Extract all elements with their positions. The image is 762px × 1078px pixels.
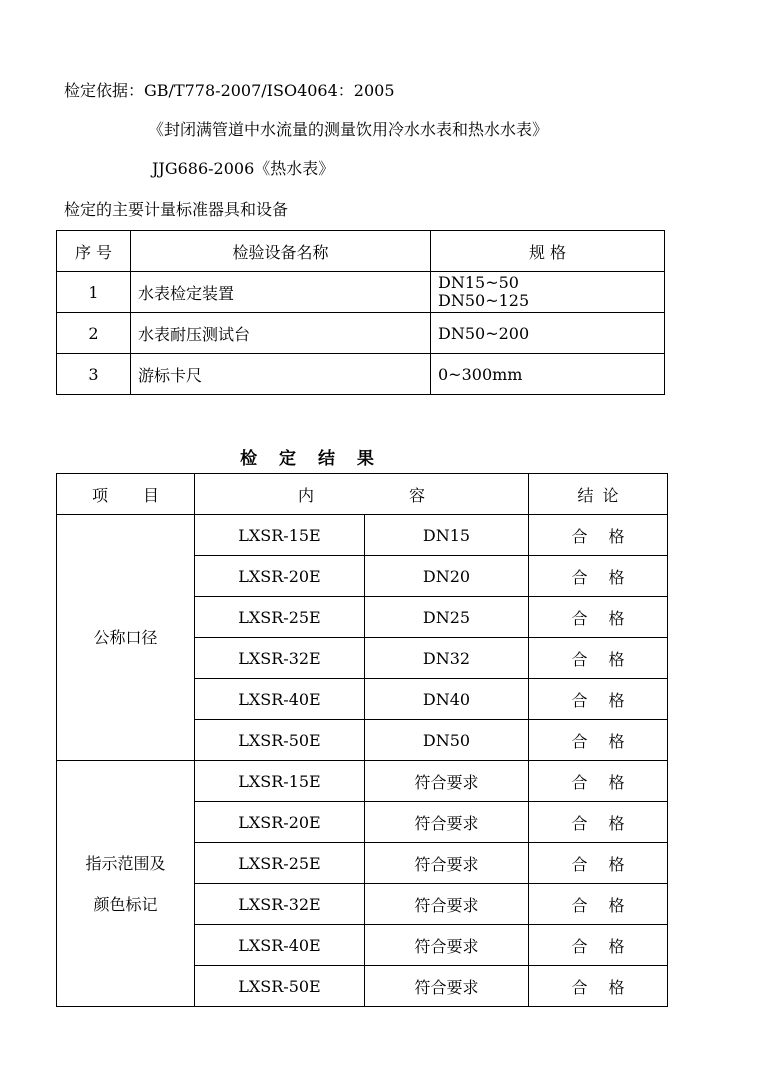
model-cell: LXSR-50E — [195, 720, 365, 761]
result-cell: 合 格 — [529, 966, 668, 1007]
basis-label: 检定依据： — [64, 81, 145, 100]
table-row — [57, 761, 668, 802]
result-cell: 合 格 — [529, 720, 668, 761]
header-spec: 规 格 — [431, 231, 665, 272]
row-name: 水表检定装置 — [131, 272, 431, 313]
content-cell: 符合要求 — [365, 884, 529, 925]
header-name: 检验设备名称 — [131, 231, 431, 272]
table-row — [57, 313, 665, 354]
content-cell: DN32 — [365, 638, 529, 679]
row-spec: 0~300mm — [431, 354, 665, 395]
header-content: 内 容 — [195, 474, 529, 515]
result-cell: 合 格 — [529, 597, 668, 638]
result-cell: 合 格 — [529, 843, 668, 884]
table-row — [57, 515, 668, 556]
model-cell: LXSR-50E — [195, 966, 365, 1007]
result-cell: 合 格 — [529, 638, 668, 679]
results-header-row — [57, 474, 668, 515]
model-cell: LXSR-20E — [195, 802, 365, 843]
content-cell: 符合要求 — [365, 761, 529, 802]
content-cell: DN40 — [365, 679, 529, 720]
result-cell: 合 格 — [529, 515, 668, 556]
content-cell: 符合要求 — [365, 843, 529, 884]
model-cell: LXSR-40E — [195, 679, 365, 720]
model-cell: LXSR-20E — [195, 556, 365, 597]
group-item-line-1: 指示范围及 — [85, 853, 166, 873]
standard-2: JJG686-2006《热水表》 — [152, 159, 335, 178]
standard-1: GB/T778-2007/ISO4064：2005 — [144, 81, 395, 100]
model-cell: LXSR-15E — [195, 761, 365, 802]
model-cell: LXSR-40E — [195, 925, 365, 966]
row-name: 游标卡尺 — [131, 354, 431, 395]
result-cell: 合 格 — [529, 925, 668, 966]
model-cell: LXSR-32E — [195, 884, 365, 925]
standard-1-title: 《封闭满管道中水流量的测量饮用冷水水表和热水水表》 — [148, 120, 549, 139]
row-no: 3 — [57, 354, 131, 395]
row-name: 水表耐压测试台 — [131, 313, 431, 354]
group-item-line-1: 公称口径 — [93, 628, 158, 647]
result-cell: 合 格 — [529, 761, 668, 802]
equipment-table — [56, 230, 665, 395]
model-cell: LXSR-32E — [195, 638, 365, 679]
content-cell: DN15 — [365, 515, 529, 556]
content-cell: DN50 — [365, 720, 529, 761]
result-cell: 合 格 — [529, 679, 668, 720]
group-item-cell — [57, 761, 195, 1007]
row-no: 1 — [57, 272, 131, 313]
header-conclusion: 结 论 — [529, 474, 668, 515]
basis-line — [64, 81, 395, 101]
model-cell: LXSR-25E — [195, 843, 365, 884]
spec-line-2: DN50~125 — [438, 291, 530, 310]
result-cell: 合 格 — [529, 556, 668, 597]
equipment-header-row — [57, 231, 665, 272]
row-spec: DN50~200 — [431, 313, 665, 354]
row-no: 2 — [57, 313, 131, 354]
content-cell: 符合要求 — [365, 802, 529, 843]
row-spec — [431, 272, 665, 313]
content-cell: DN25 — [365, 597, 529, 638]
header-item: 项 目 — [57, 474, 195, 515]
result-cell: 合 格 — [529, 802, 668, 843]
spec-line-1: DN15~50 — [438, 273, 519, 292]
table-row — [57, 272, 665, 313]
result-cell: 合 格 — [529, 884, 668, 925]
results-title: 检 定 结 果 — [240, 449, 382, 469]
group-item-cell — [57, 515, 195, 761]
header-no: 序 号 — [57, 231, 131, 272]
content-cell: 符合要求 — [365, 966, 529, 1007]
results-table — [56, 473, 668, 1007]
equipment-heading: 检定的主要计量标准器具和设备 — [64, 200, 289, 219]
content-cell: 符合要求 — [365, 925, 529, 966]
model-cell: LXSR-25E — [195, 597, 365, 638]
group-item-line-2: 颜色标记 — [93, 894, 158, 914]
content-cell: DN20 — [365, 556, 529, 597]
model-cell: LXSR-15E — [195, 515, 365, 556]
table-row — [57, 354, 665, 395]
